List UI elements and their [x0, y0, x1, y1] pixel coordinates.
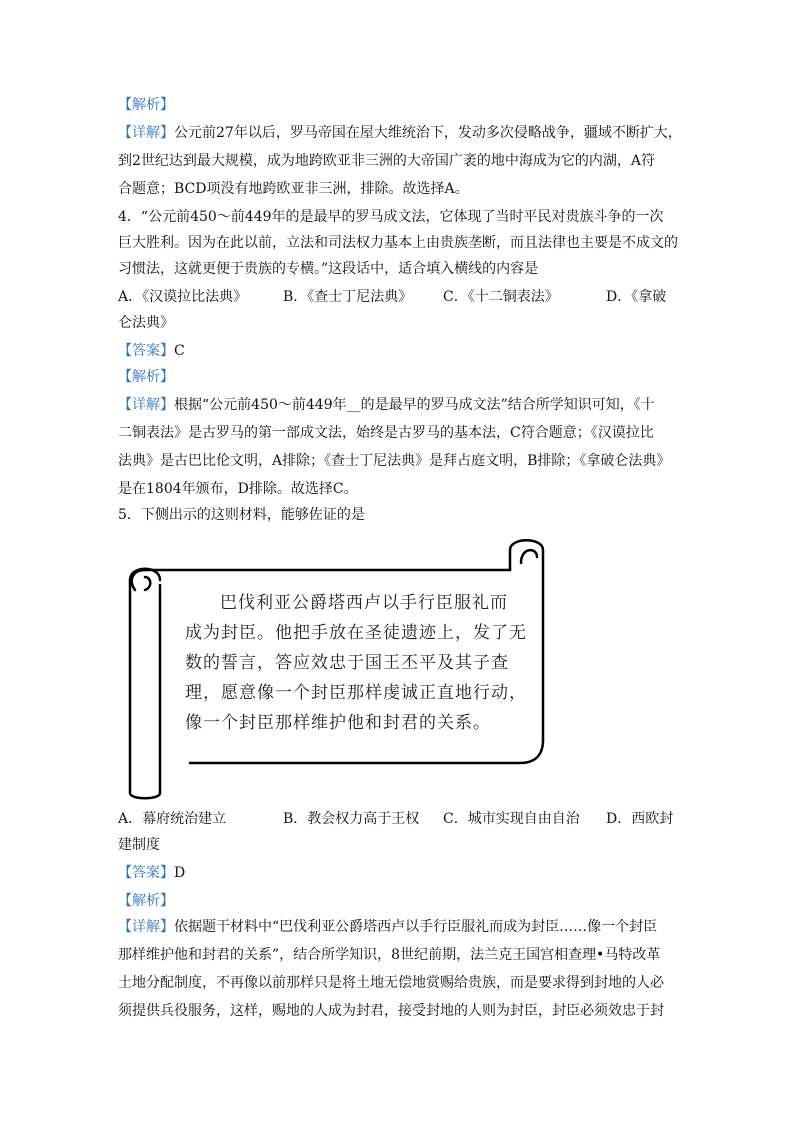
detail-q5-line3: 土地分配制度，不再像以前那样只是将土地无偿地赏赐给贵族，而是要求得到封地的人必 [118, 975, 664, 991]
detail-q5-line1: 【详解】依据题干材料中“巴伐利亚公爵塔西卢以手行臣服礼而成为封臣……像一个封臣 [118, 919, 658, 935]
q5-answer: 【答案】D [118, 865, 186, 881]
scroll-material [125, 535, 550, 800]
q4-option-d-continued: 仑法典》 [118, 315, 174, 331]
scroll-text-line1: 巴伐利亚公爵塔西卢以手行臣服礼而 [220, 593, 508, 613]
analysis-label-q4: 【解析】 [118, 369, 174, 385]
q4-answer: 【答案】C [118, 343, 185, 359]
question-4-line3: 习惯法，这就更便于贵族的专横。”这段话中，适合填入横线的内容是 [118, 261, 539, 277]
detail-q5-line2: 那样维护他和封君的关系”，结合所学知识，8世纪前期，法兰克王国宫相查理•马特改革 [118, 947, 661, 963]
question-4-line1: 4．“公元前450～前449年的是最早的罗马成文法，它体现了当时平民对贵族斗争的一次 [118, 209, 664, 225]
q4-option-d: D．《拿破 [606, 289, 667, 305]
analysis-label-q5: 【解析】 [118, 893, 174, 909]
q5-option-d: D．西欧封 [606, 811, 674, 827]
scroll-text-line4: 理，愿意像一个封臣那样虔诚正直地行动， [185, 683, 527, 703]
q5-option-b: B．教会权力高于王权 [283, 811, 420, 827]
scroll-text-line3: 数的誓言，答应效忠于国王丕平及其子查 [185, 653, 509, 673]
detail-q4-line3: 法典》是古巴比伦文明，A排除；《查士丁尼法典》是拜占庭文明，B排除；《拿破仑法典》 [118, 453, 671, 469]
detail-q4-line1: 【详解】根据“公元前450～前449年__的是最早的罗马成文法”结合所学知识可知，《十 [118, 397, 655, 413]
detail-q3-line3: 合题意；BCD项没有地跨欧亚非三洲，排除。故选择A。 [118, 181, 469, 197]
detail-q4-line2: 二铜表法》是古罗马的第一部成文法，始终是古罗马的基本法，C符合题意；《汉谟拉比 [118, 425, 654, 441]
question-5-stem: 5．下侧出示的这则材料，能够佐证的是 [118, 507, 365, 523]
detail-q4-line4: 是在1804年颁布，D排除。故选择C。 [118, 481, 358, 497]
scroll-text-line5: 像一个封臣那样维护他和封君的关系。 [185, 713, 491, 733]
q4-option-c: C．《十二铜表法》 [443, 289, 559, 305]
detail-q5-line4: 须提供兵役服务，这样，赐地的人成为封君，接受封地的人则为封臣，封臣必须效忠于封 [118, 1003, 664, 1019]
q4-option-b: B．《查士丁尼法典》 [283, 289, 413, 305]
q4-option-a: A．《汉谟拉比法典》 [118, 289, 248, 305]
q5-option-c: C．城市实现自由自治 [443, 811, 580, 827]
detail-q3-line1: 【详解】公元前27年以后，罗马帝国在屋大维统治下，发动多次侵略战争，疆域不断扩大， [118, 125, 682, 141]
question-4-line2: 巨大胜利。因为在此以前，立法和司法权力基本上由贵族垄断，而且法律也主要是不成文的 [118, 235, 678, 251]
detail-q3-line2: 到2世纪达到最大规模，成为地跨欧亚非三洲的大帝国广袤的地中海成为它的内湖，A符 [118, 153, 656, 169]
scroll-text-line2: 成为封臣。他把手放在圣徒遗迹上，发了无 [185, 623, 527, 643]
analysis-label-q3: 【解析】 [118, 97, 174, 113]
q5-option-d-continued: 建制度 [118, 837, 160, 853]
q5-option-a: A．幕府统治建立 [118, 811, 227, 827]
